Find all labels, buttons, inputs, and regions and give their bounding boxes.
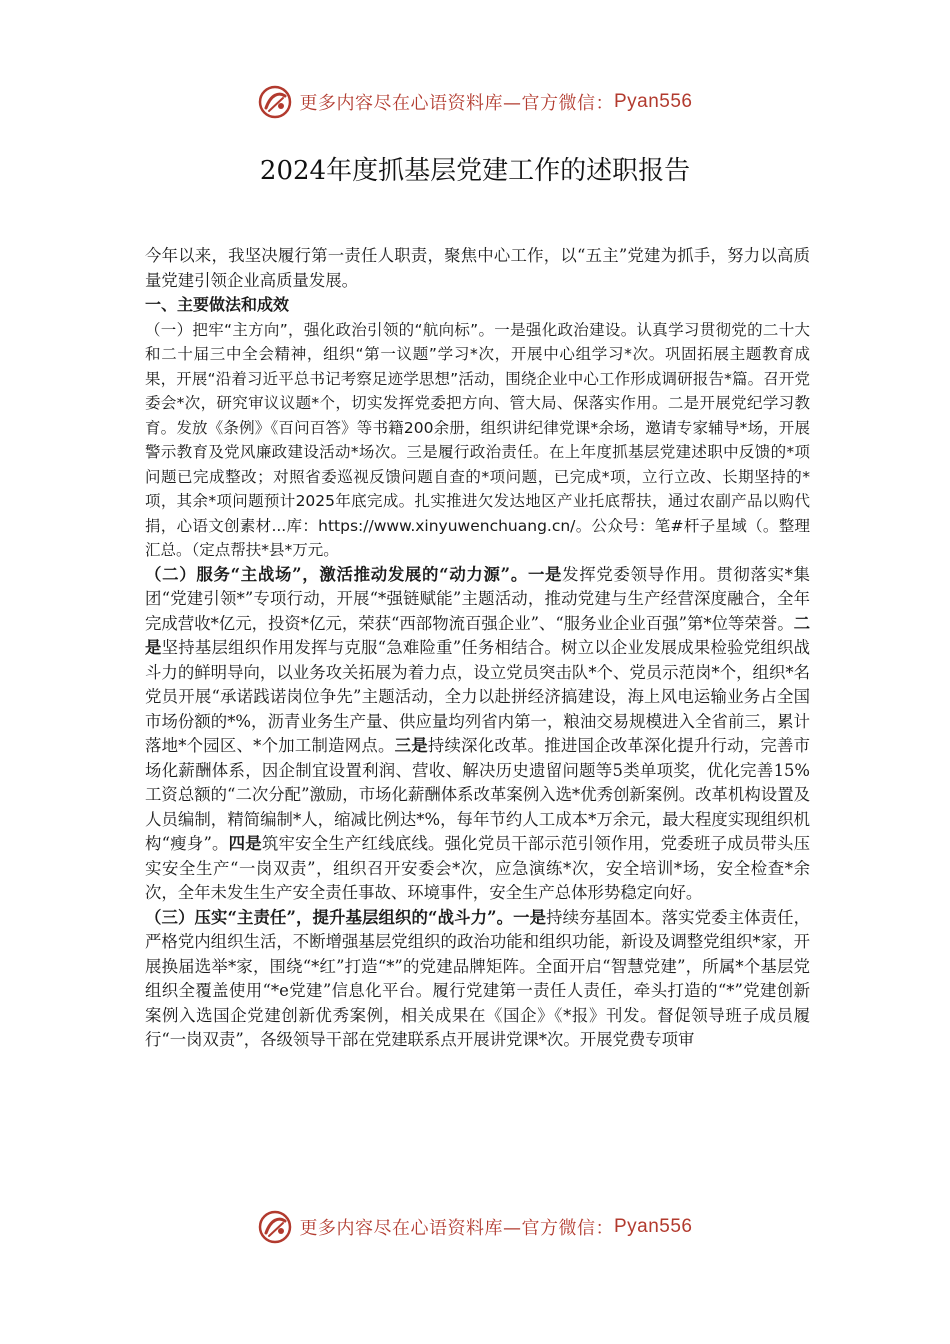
p2-label-3: 三是 (394, 736, 428, 755)
banner-text: 更多内容尽在心语资料库—官方微信： (299, 1218, 614, 1239)
paragraph-3-heading: （三）压实“主责任”，提升基层组织的“战斗力”。 (145, 907, 514, 927)
banner-wechat-id: Pyan556 (613, 1216, 693, 1237)
paragraph-2 (145, 563, 810, 906)
intro-paragraph: 今年以来，我坚决履行第一责任人职责，聚焦中心工作，以“五主”党建为抓手，努力以高质量党建引领企业高质量发展。 (145, 246, 810, 290)
page-title: 2024年度抓基层党建工作的述职报告 (259, 156, 691, 186)
p2-label-2: 二是 (145, 613, 810, 657)
p2-text-1: 发挥党委领导作用。贯彻落实*集团“党建引领*”专项行动，开展“*强链赋能”主题活动，推动党建与生产经营深度融合，全年完成营收*亿元，投资*亿元，荣获“西部物流百强企业”、“服务业企业百强”第*位等荣誉。 (145, 564, 810, 633)
p2-label-1: 一是 (527, 564, 563, 584)
footer-watermark-banner (0, 1207, 950, 1247)
p2-label-4: 四是 (228, 834, 262, 853)
p2-text-4: 筑牢安全生产红线底线。强化党员干部示范引领作用，党委班子成员带头压实安全生产“一岗双责”，组织召开安委会*次，应急演练*次，安全培训*场，安全检查*余次，全年未发生生产安全责任事故、环境事件，安全生产总体形势稳定向好。 (145, 834, 810, 902)
p2-text-3: 持续深化改革。推进国企改革深化提升行动，完善市场化薪酬体系，因企制宜设置利润、营收、解决历史遗留问题等5类单项奖，优化完善15%工资总额的“二次分配”激励，市场化薪酬体系改革案例入选*优秀创新案例。改革机构设置及人员编制，精简编制*人，缩减比例达*%，每年节约人工成本*万余元，最大程度实现组织机构“瘦身”。 (145, 736, 810, 853)
p3-text-1: 持续夯基固本。落实党委主体责任，严格党内组织生活，不断增强基层党组织的政治功能和组织功能，新设及调整党组织*家，开展换届选举*家，围绕“*红”打造“*”的党建品牌矩阵。全面开启“智慧党建”，所属*个基层党组织全覆盖使用“*e党建”信息化平台。履行党建第一责任人责任，牵头打造的“*”党建创新案例入选国企党建创新优秀案例，相关成果在《国企》《*报》刊发。督促领导班子成员履行“一岗双责”，各级领导干部在党建联系点开展讲党课*次。开展党费专项审 (145, 907, 810, 1049)
section-heading: 一、主要做法和成效 (145, 295, 290, 314)
p2-text-2: 坚持基层组织作用发挥与克服“急难险重”任务相结合。树立以企业发展成果检验党组织战斗力的鲜明导向，以业务攻关拓展为着力点，设立党员突击队*个、党员示范岗*个，组织*名党员开展“承诺践诺岗位争先”主题活动，全力以赴拼经济搞建设，海上风电运输业务占全国市场份额的*%，沥青业务生产量、供应量均列省内第一，粮油交易规模进入全省前三，累计落地*个园区、*个加工制造网点。 (145, 638, 811, 755)
paragraph-1: （一）把牢“主方向”，强化政治引领的“航向标”。一是强化政治建设。认真学习贯彻党的二十大和二十届三中全会精神，组织“第一议题”学习*次，开展中心组学习*次。巩固拓展主题教育成果，开展“沿着习近平总书记考察足迹学思想”活动，围绕企业中心工作形成调研报告*篇。召开党委会*次，研究审议议题*个，切实发挥党委把方向、管大局、保落实作用。二是开展党纪学习教育。发放《条例》《百问百答》等书籍200余册，组织讲纪律党课*余场，邀请专家辅导*场，开展警示教育及党风廉政建设活动*场次。三是履行政治责任。在上年度抓基层党建述职中反馈的*项问题已完成整改；对照省委巡视反馈问题自查的*项问题，已完成*项，立行立改、长期坚持的*项，其余*项问题预计2025年底完成。扎实推进欠发达地区产业托底帮扶，通过农副产品以购代捐，心语文创素材...库：https://www.xinyuwenchuang.cn/。公众号：笔#杆子星域（。整理汇总。（定点帮扶*县*万元。 (145, 320, 810, 559)
banner-wechat-id: Pyan556 (613, 91, 693, 112)
header-watermark-banner (0, 82, 950, 122)
seal-logo-icon (257, 84, 293, 120)
document-body (145, 244, 810, 1053)
p3-label-1: 一是 (513, 907, 547, 927)
paragraph-2-heading: （二）服务“主战场”，激活推动发展的“动力源”。 (145, 564, 528, 584)
banner-text: 更多内容尽在心语资料库—官方微信： (299, 93, 614, 114)
paragraph-3 (145, 906, 810, 1053)
seal-logo-icon (257, 1209, 293, 1245)
